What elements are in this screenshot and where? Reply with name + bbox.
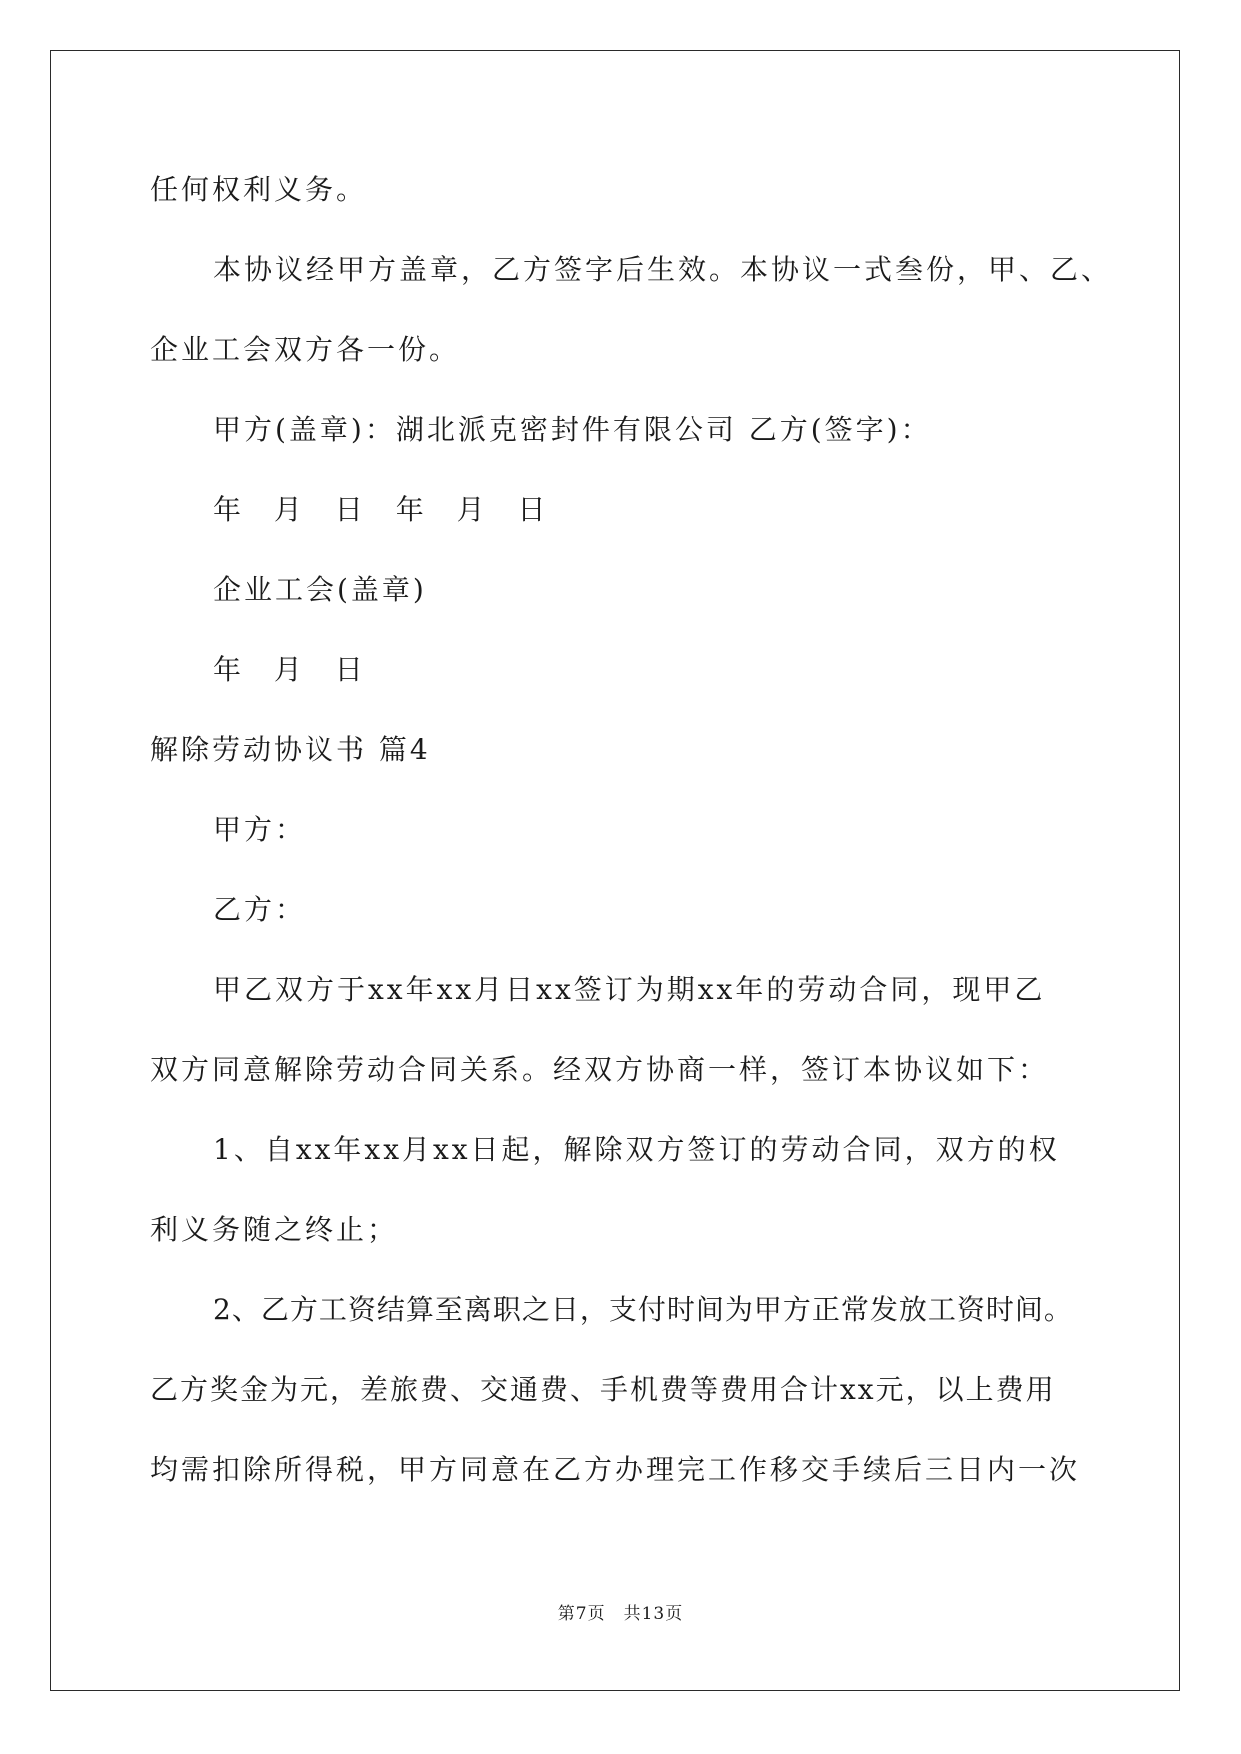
text-line: 本协议经甲方盖章，乙方签字后生效。本协议一式叁份，甲、乙、 (213, 253, 1113, 286)
text-line: 企业工会双方各一份。 (150, 333, 461, 366)
clause-1: 1、自xx年xx月xx日起，解除双方签订的劳动合同，双方的权 (213, 1133, 1060, 1166)
text-line: 利义务随之终止； (150, 1213, 399, 1246)
text-line: 乙方奖金为元，差旅费、交通费、手机费等费用合计xx元，以上费用 (150, 1373, 1056, 1406)
union-seal-line: 企业工会(盖章) (213, 573, 427, 606)
date-line: 年 月 日 (213, 653, 375, 686)
page-border (50, 50, 1180, 1691)
text-line: 均需扣除所得税，甲方同意在乙方办理完工作移交手续后三日内一次 (150, 1453, 1081, 1486)
text-line: 任何权利义务。 (150, 173, 368, 206)
page-number: 第7页 共13页 (557, 1604, 684, 1624)
party-b-label: 乙方： (213, 893, 307, 926)
signature-line: 甲方(盖章)：湖北派克密封件有限公司 乙方(签字)： (213, 413, 932, 446)
text-line: 甲乙双方于xx年xx月日xx签订为期xx年的劳动合同，现甲乙 (213, 973, 1046, 1006)
clause-2: 2、乙方工资结算至离职之日，支付时间为甲方正常发放工资时间。 (213, 1293, 1073, 1326)
section-heading: 解除劳动协议书 篇4 (150, 733, 431, 766)
party-a-label: 甲方： (213, 813, 307, 846)
text-line: 双方同意解除劳动合同关系。经双方协商一样，签订本协议如下： (150, 1053, 1050, 1086)
date-line: 年 月 日 年 月 日 (213, 493, 558, 526)
